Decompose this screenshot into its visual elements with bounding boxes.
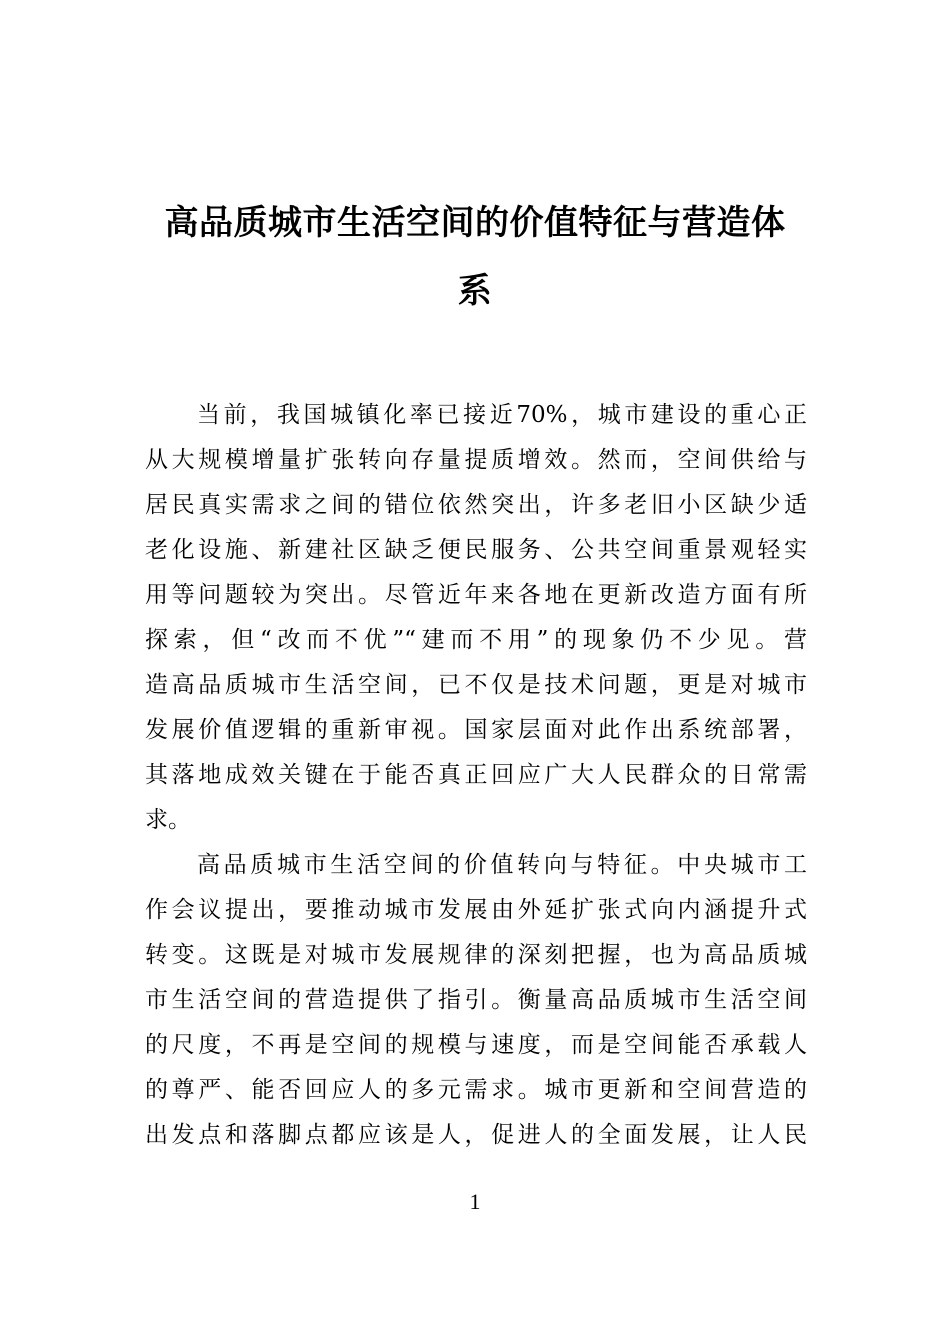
paragraph-line: 当前，我国城镇化率已接近70%，城市建设的重心正: [197, 402, 807, 428]
document-body: [145, 393, 807, 1158]
paragraph-line: 市生活空间的营造提供了指引。衡量高品质城市生活空间: [145, 987, 807, 1013]
paragraph-2: [145, 843, 807, 1158]
paragraph-line: 作会议提出，要推动城市发展由外延扩张式向内涵提升式: [145, 897, 807, 923]
paragraph-line: 从大规模增量扩张转向存量提质增效。然而，空间供给与: [145, 447, 807, 473]
paragraph-line: 探索，但“改而不优”“建而不用”的现象仍不少见。营: [145, 627, 807, 653]
paragraph-line: 老化设施、新建社区缺乏便民服务、公共空间重景观轻实: [145, 537, 807, 563]
document-title: [130, 189, 820, 325]
paragraph-line: 造高品质城市生活空间，已不仅是技术问题，更是对城市: [145, 672, 807, 698]
paragraph-line: 居民真实需求之间的错位依然突出，许多老旧小区缺少适: [145, 492, 807, 518]
paragraph-line: 求。: [145, 807, 191, 833]
paragraph-line: 高品质城市生活空间的价值转向与特征。中央城市工: [197, 852, 807, 878]
paragraph-line: 的尊严、能否回应人的多元需求。城市更新和空间营造的: [145, 1077, 807, 1103]
paragraph-1: [145, 393, 807, 843]
paragraph-line: 的尺度，不再是空间的规模与速度，而是空间能否承载人: [145, 1032, 807, 1058]
paragraph-line: 其落地成效关键在于能否真正回应广大人民群众的日常需: [145, 762, 807, 788]
paragraph-line: 出发点和落脚点都应该是人，促进人的全面发展，让人民: [145, 1122, 807, 1148]
paragraph-line: 发展价值逻辑的重新审视。国家层面对此作出系统部署，: [145, 717, 807, 743]
title-line: 系: [457, 271, 493, 311]
paragraph-line: 用等问题较为突出。尽管近年来各地在更新改造方面有所: [145, 582, 807, 608]
title-line: 高品质城市生活空间的价值特征与营造体: [164, 203, 786, 243]
page-number: 1: [469, 1189, 481, 1214]
paragraph-line: 转变。这既是对城市发展规律的深刻把握，也为高品质城: [145, 942, 807, 968]
